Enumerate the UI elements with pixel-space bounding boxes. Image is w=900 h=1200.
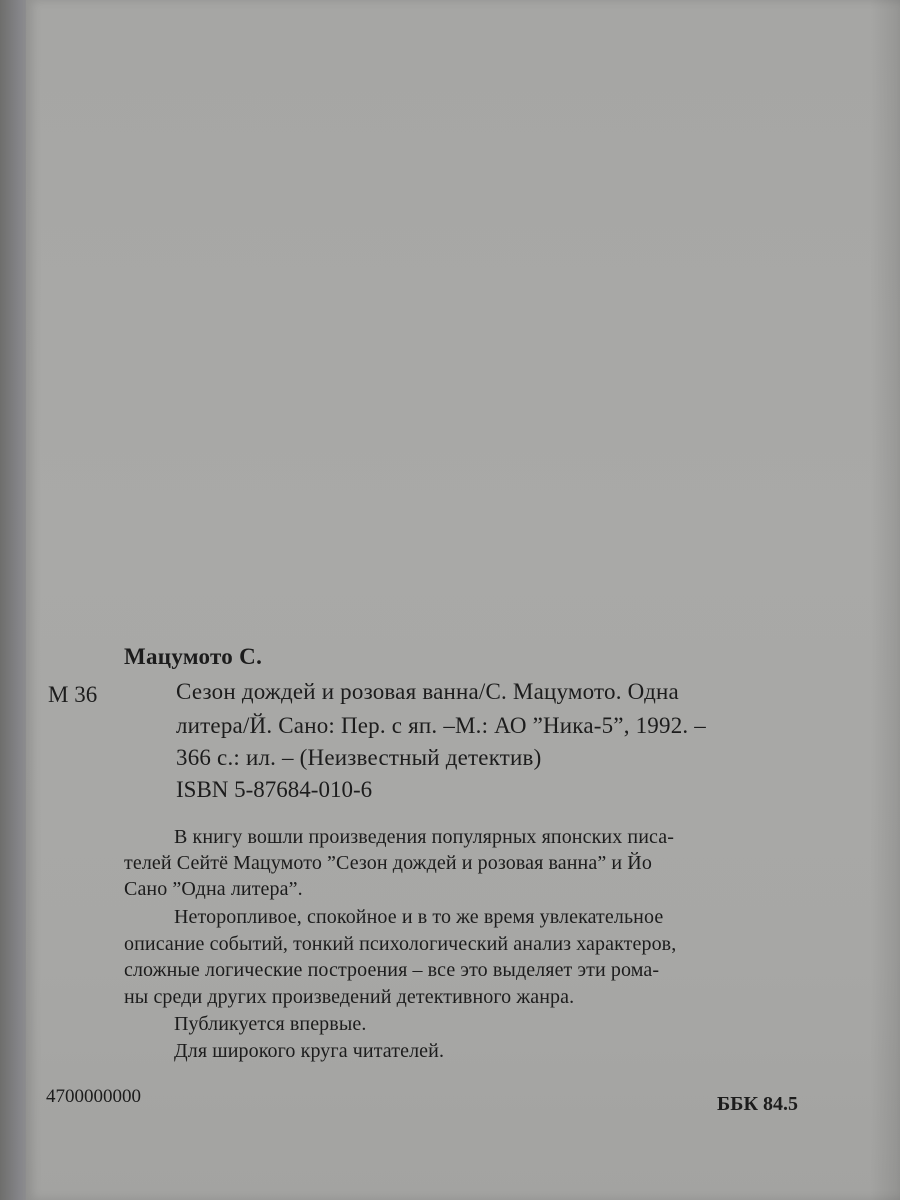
annotation-line: описание событий, тонкий психологический анализ характеров, <box>124 933 677 955</box>
page-edge-shade <box>870 0 900 1200</box>
annotation-line: телей Сейтё Мацумото ”Сезон дождей и розовая ванна” и Йо <box>124 852 652 874</box>
annotation-line: Сано ”Одна литера”. <box>124 878 303 900</box>
barcode-number: 4700000000 <box>46 1086 141 1107</box>
annotation-line: Неторопливое, спокойное и в то же время увлекательное <box>174 906 664 928</box>
bibliographic-line-3: 366 с.: ил. – (Неизвестный детектив) <box>176 745 542 770</box>
bibliographic-line-2: литера/Й. Сано: Пер. с яп. –М.: АО ”Ника-5”, 1992. – <box>176 713 707 738</box>
author-heading: Мацумото С. <box>124 644 263 669</box>
bibliographic-line-1: Сезон дождей и розовая ванна/С. Мацумото. Одна <box>176 679 679 704</box>
bbk-classification: ББК 84.5 <box>717 1093 798 1115</box>
isbn: ISBN 5-87684-010-6 <box>176 777 373 802</box>
call-number: М 36 <box>48 682 98 707</box>
book-page <box>26 0 900 1200</box>
annotation-line: В книгу вошли произведения популярных японских писа- <box>174 826 674 848</box>
annotation-line: ны среди других произведений детективного жанра. <box>124 986 575 1008</box>
annotation-line: Публикуется впервые. <box>174 1013 367 1035</box>
annotation-line: Для широкого круга читателей. <box>174 1040 445 1062</box>
annotation-line: сложные логические построения – все это выделяет эти рома- <box>124 959 660 981</box>
